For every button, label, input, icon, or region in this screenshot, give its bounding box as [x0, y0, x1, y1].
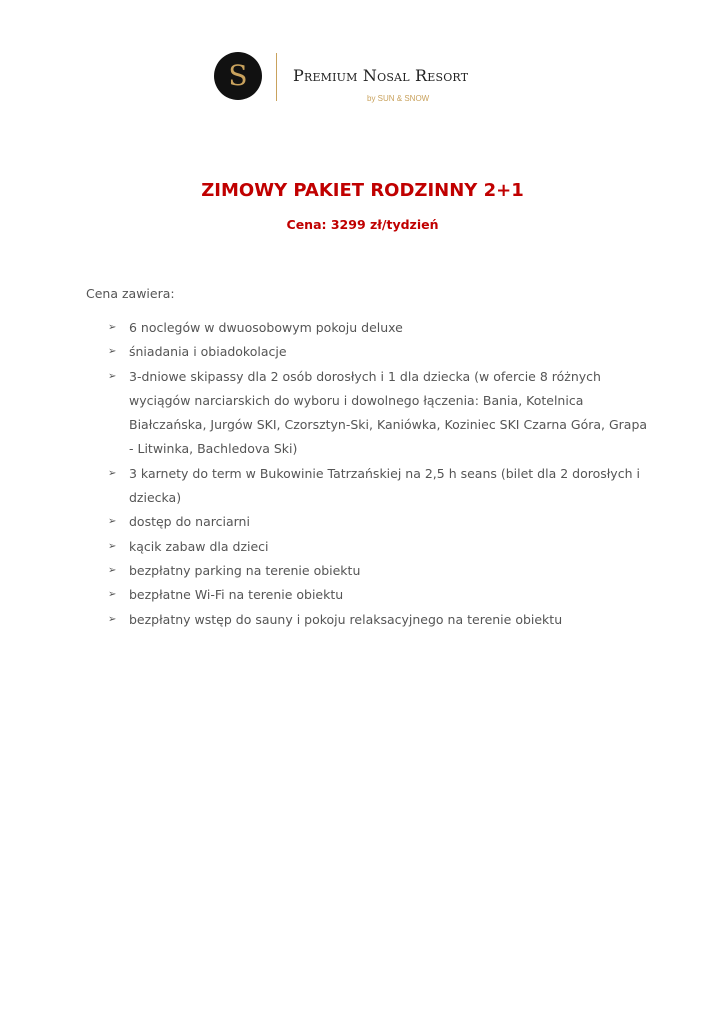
arrow-bullet-icon: ➢: [108, 370, 117, 382]
brand-name: Premium Nosal Resort: [293, 66, 469, 85]
arrow-bullet-icon: ➢: [108, 467, 117, 479]
inclusions-list: [108, 316, 648, 632]
arrow-bullet-icon: ➢: [108, 516, 117, 528]
offer-price: Cena: 3299 zł/tydzień: [286, 217, 439, 232]
list-item: [108, 365, 648, 462]
list-item: [108, 535, 648, 559]
list-item: [108, 462, 648, 511]
brand-tagline: by SUN & SNOW: [367, 94, 430, 103]
arrow-bullet-icon: ➢: [108, 322, 117, 333]
arrow-bullet-icon: ➢: [108, 540, 117, 552]
resort-header: [0, 0, 725, 130]
offer-title: ZIMOWY PAKIET RODZINNY 2+1: [201, 180, 524, 201]
list-item: [108, 583, 648, 607]
logo-letter: S: [228, 59, 248, 92]
list-item: [108, 340, 648, 364]
list-item-text: dostęp do narciarni: [129, 514, 250, 530]
list-item: [108, 316, 648, 340]
list-item-text: 3 karnety do term w Bukowinie Tatrzańskiej na 2,5 h seans (bilet dla 2 dorosłych i dziecka): [129, 465, 640, 506]
list-item: [108, 510, 648, 534]
list-item-text: bezpłatny parking na terenie obiektu: [129, 562, 361, 578]
list-item-text: kącik zabaw dla dzieci: [129, 538, 269, 554]
list-item: [108, 559, 648, 583]
inclusions-intro: Cena zawiera:: [86, 286, 175, 301]
list-item: [108, 608, 648, 632]
list-item-text: śniadania i obiadokolacje: [129, 344, 287, 360]
arrow-bullet-icon: ➢: [108, 564, 117, 576]
list-item-text: bezpłatny wstęp do sauny i pokoju relaksacyjnego na terenie obiektu: [129, 611, 563, 627]
list-item-text: 3-dniowe skipassy dla 2 osób dorosłych i 1 dla dziecka (w ofercie 8 różnych wyciągów narciarskich do wyboru i dowolnego łączenia: Bania, Kotelnica Białczańska, Jurgów SKI, Czorsztyn-Ski, Kaniówka, Koziniec SKI Czarna Góra, Grapa - Litwinka, Bachledova Ski): [129, 368, 648, 457]
arrow-bullet-icon: ➢: [108, 613, 117, 625]
list-item-text: bezpłatne Wi-Fi na terenie obiektu: [129, 587, 344, 603]
arrow-bullet-icon: ➢: [108, 346, 117, 358]
logo-divider: [276, 53, 277, 101]
list-item-text: 6 noclegów w dwuosobowym pokoju deluxe: [129, 320, 403, 335]
resort-logo: [214, 52, 262, 100]
arrow-bullet-icon: ➢: [108, 589, 117, 601]
